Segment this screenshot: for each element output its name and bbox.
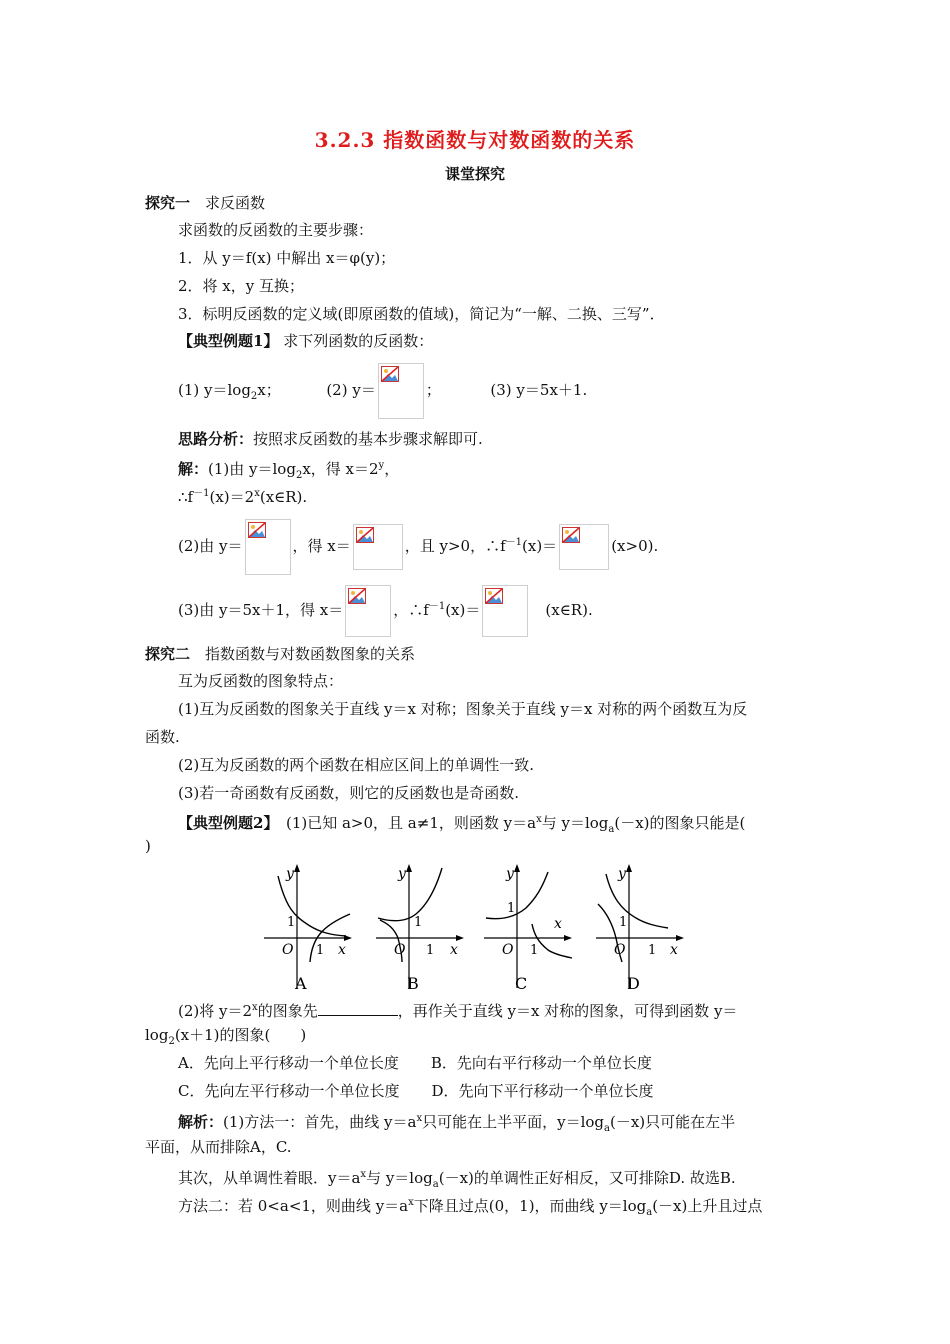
example2-prompt-close: ) [145, 837, 151, 855]
axis-y-label: y [618, 866, 626, 882]
solution-3: (3)由 y＝5x＋1，得 x＝ ，$\therefore f^{-1}(x)=$ (x∈R). [178, 580, 593, 637]
option-label-d: D [627, 974, 640, 993]
step-1: 1．从 y＝f(x) 中解出 x＝φ(y)； [178, 249, 396, 267]
property-2: (2)互为反函数的两个函数在相应区间上的单调性一致. [178, 756, 535, 774]
example1-prompt: 【典型例题1】 求下列函数的反函数： [178, 332, 434, 350]
solution-1b: $\therefore f^{-1}(x)=2^x(x\in R)$. [178, 488, 308, 506]
fill-blank [318, 1001, 398, 1016]
tick-label: 1 [619, 915, 628, 930]
page-title: 3.2.3 指数函数与对数函数的关系 [314, 128, 636, 152]
missing-image-placeholder [482, 585, 528, 637]
graph-option-a [260, 858, 356, 996]
options-row-1 [178, 1053, 652, 1073]
broken-image-icon [348, 588, 366, 604]
property-3: (3)若一奇函数有反函数，则它的反函数也是奇函数. [178, 784, 520, 802]
tick-label: 1 [507, 901, 516, 916]
axis-y-label: y [286, 866, 294, 882]
missing-image-placeholder [345, 585, 391, 637]
options-row-2 [178, 1081, 654, 1101]
axis-x-label: x [670, 942, 678, 958]
origin-label: O [502, 942, 514, 958]
broken-image-icon [248, 522, 266, 538]
section2-heading: 探究二 指数函数与对数函数图象的关系 [145, 645, 416, 663]
broken-image-icon [562, 527, 580, 543]
tick-label: 1 [530, 943, 539, 958]
answer-line-2: 平面，从而排除A，C. [145, 1138, 292, 1156]
section2-intro: 互为反函数的图象特点： [178, 672, 344, 690]
graph-option-c [480, 858, 576, 996]
answer-line-4: 方法二：若 0<a<1，则曲线 $y=a^x$下降且过点(0，1)，而曲线 $y=\log_a(-x)$上升且过点 [178, 1197, 763, 1218]
origin-label: O [614, 942, 626, 958]
example1-questions: (1) $y=\log_2x$； (2) y＝ ； (3) y＝5x＋1. [178, 362, 587, 425]
tick-label: 1 [287, 915, 296, 930]
tick-label: 1 [316, 943, 325, 958]
analysis-line: 思路分析：按照求反函数的基本步骤求解即可. [178, 430, 483, 448]
broken-image-icon [381, 366, 399, 382]
property-1b: 函数. [145, 728, 180, 746]
answer-line-1: 解析：(1)方法一：首先，曲线 $y=a^x$只可能在上半平面，$y=\log_a(-x)$只可能在左半 [178, 1113, 736, 1134]
option-label-b: B [407, 974, 419, 993]
broken-image-icon [356, 527, 374, 543]
step-2: 2．将 x，y 互换； [178, 277, 305, 295]
missing-image-placeholder [353, 524, 403, 570]
missing-image-placeholder [559, 524, 609, 570]
section-subtitle: 课堂探究 [444, 165, 505, 183]
solution-2: (2)由 y＝ ，得 x＝ ，且 y>0，$\therefore f^{-1}(x)=$ (x>0). [178, 514, 658, 575]
tick-label: 1 [414, 915, 423, 930]
axis-y-label: y [398, 866, 406, 882]
graph-option-d [592, 858, 688, 996]
option-label-c: C [515, 974, 528, 993]
axis-x-label: x [554, 916, 562, 932]
example2-prompt: 【典型例题2】 (1)已知 a>0，且 a≠1，则函数 $y=a^x$与 $y=\log_a(-x)$的图象只能是( [178, 814, 746, 835]
solution-1a: 解：(1)由 $y=\log_2x$，得 $x=2^y$， [178, 460, 400, 481]
tick-label: 1 [648, 943, 657, 958]
property-1a: (1)互为反函数的图象关于直线 y＝x 对称；图象关于直线 y＝x 对称的两个函数互为反 [178, 700, 748, 718]
option-d: D．先向下平行移动一个单位长度 [431, 1082, 654, 1100]
broken-image-icon [485, 588, 503, 604]
step-3: 3．标明反函数的定义域(即原函数的值域)，简记为“一解、二换、三写”． [178, 305, 665, 323]
axis-x-label: x [338, 942, 346, 958]
option-b: B．先向右平行移动一个单位长度 [430, 1054, 652, 1072]
origin-label: O [282, 942, 294, 958]
origin-label: O [394, 942, 406, 958]
answer-line-3: 其次，从单调性着眼．$y=a^x$与 $y=\log_a(-x)$的单调性正好相反，又可排除D. 故选B. [178, 1169, 736, 1190]
missing-image-placeholder [245, 519, 291, 575]
question2-line-b: $\log_2(x+1)$的图象( ) [145, 1026, 307, 1047]
missing-image-placeholder [378, 363, 424, 419]
question2-line-a: (2)将 $y=2^x$的图象先 ，再作关于直线 y＝x 对称的图象，可得到函数 y＝ [178, 1002, 738, 1020]
section1-intro: 求函数的反函数的主要步骤： [178, 221, 374, 239]
tick-label: 1 [426, 943, 435, 958]
graph-option-b [372, 858, 468, 996]
section1-heading: 探究一 求反函数 [145, 194, 266, 212]
option-a: A．先向上平行移动一个单位长度 [178, 1054, 399, 1072]
axis-y-label: y [506, 866, 514, 882]
axis-x-label: x [450, 942, 458, 958]
option-c: C．先向左平行移动一个单位长度 [178, 1082, 400, 1100]
option-label-a: A [295, 974, 307, 993]
